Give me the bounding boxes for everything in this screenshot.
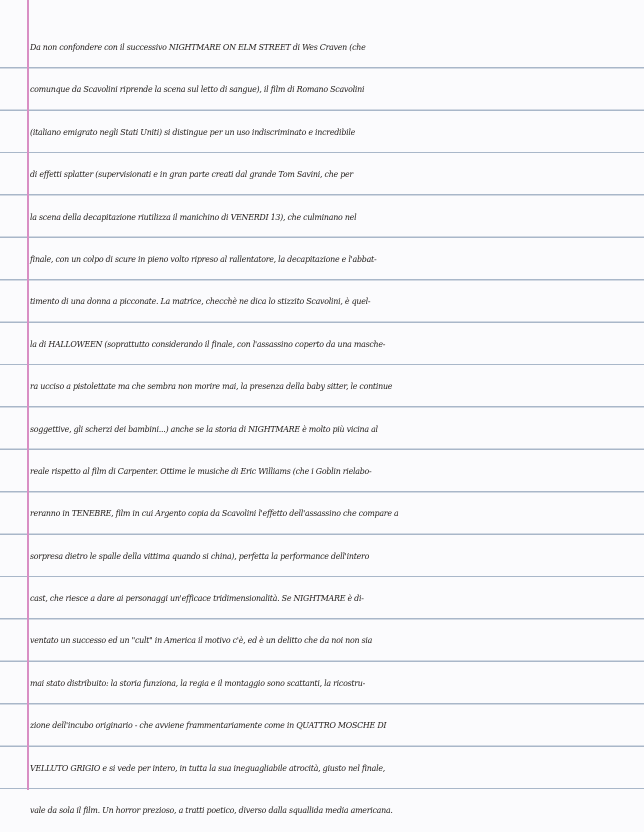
text-line-15: ventato un successo ed un "cult" in America il motivo c'è, ed è un delitto che da noi non sia <box>30 636 373 646</box>
text-line-14: cast, che riesce a dare ai personaggi un'efficace tridimensionalità. Se NIGHTMARE è di- <box>30 594 364 604</box>
text-line-8: la di HALLOWEEN (soprattutto considerando il finale, con l'assassino coperto da una masche- <box>30 339 386 349</box>
margin-line <box>27 0 29 790</box>
text-line-12: reranno in TENEBRE, film in cui Argento copia da Scavolini l'effetto dell'assassino che compare a <box>30 509 399 519</box>
text-line-18: VELLUTO GRIGIO e si vede per intero, in tutta la sua ineguagliabile atrocità, giusto nel finale, <box>30 763 386 773</box>
text-line-19: vale da sola il film. Un horror prezioso, a tratti poetico, diverso dalla squallida media americana. <box>30 806 393 816</box>
text-line-6: finale, con un colpo di scure in pieno volto ripreso al rallentatore, la decapitazione e l'abbat- <box>30 254 377 264</box>
text-line-2: comunque da Scavolini riprende la scena sul letto di sangue), il film di Romano Scavolini <box>30 85 365 95</box>
text-line-3: (italiano emigrato negli Stati Uniti) si distingue per un uso indiscriminato e incredibile <box>30 127 356 137</box>
handwritten-text <box>30 27 638 832</box>
text-line-7: timento di una donna a picconate. La matrice, checchè ne dica lo stizzito Scavolini, è quel- <box>30 297 371 307</box>
text-line-10: soggettive, gli scherzi dei bambini...) anche se la storia di NIGHTMARE è molto più vicina al <box>30 424 378 434</box>
text-line-17: zione dell'incubo originario - che avviene frammentariamente come in QUATTRO MOSCHE DI <box>30 721 387 731</box>
text-line-13: sorpresa dietro le spalle della vittima quando si china), perfetta la performance dell'intero <box>30 551 370 561</box>
text-line-16: mai stato distribuito: la storia funziona, la regia e il montaggio sono scattanti, la ricostru- <box>30 678 366 688</box>
text-line-1: Da non confondere con il successivo NIGHTMARE ON ELM STREET di Wes Craven (che <box>30 43 366 52</box>
text-line-9: ra ucciso a pistolettate ma che sembra non morire mai, la presenza della baby sitter, le continue <box>30 382 393 392</box>
text-line-11: reale rispetto al film di Carpenter. Ottime le musiche di Eric Williams (che i Goblin rielabo- <box>30 466 372 476</box>
text-line-4: di effetti splatter (supervisionati e in gran parte creati dal grande Tom Savini, che per <box>30 170 353 180</box>
text-line-5: la scena della decapitazione riutilizza il manichino di VENERDI 13), che culminano nel <box>30 212 357 222</box>
